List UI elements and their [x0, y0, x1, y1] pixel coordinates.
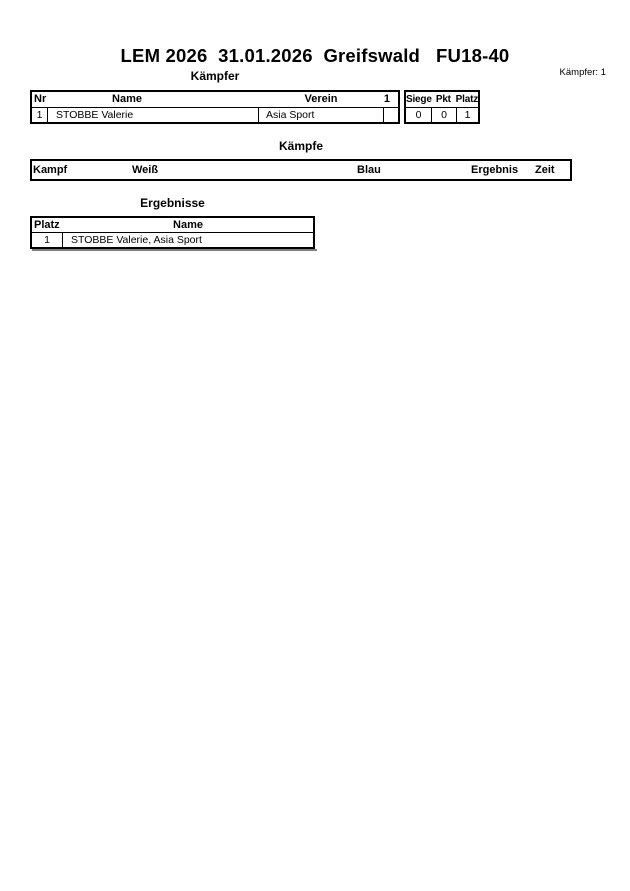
kaempfer-score-table: [404, 90, 480, 124]
cell-pkt: 0: [431, 108, 456, 122]
cell-round: [383, 108, 398, 122]
table-row: [32, 108, 398, 122]
col-header-name: Name: [112, 93, 142, 105]
table-row: [406, 108, 478, 122]
score-table-header: [406, 92, 478, 108]
col-header-round: 1: [383, 93, 390, 105]
table-row: [32, 233, 313, 247]
cell-nr: 1: [36, 109, 43, 121]
col-header-zeit: Zeit: [535, 164, 555, 176]
cell-name: STOBBE Valerie: [47, 108, 258, 122]
kaempfe-table: [30, 159, 572, 181]
cell-platz: 1: [44, 234, 50, 246]
kaempfer-table: [30, 90, 400, 124]
col-header-siege: Siege: [406, 94, 432, 105]
ergebnisse-table-header: [32, 218, 313, 233]
section-heading-ergebnisse: Ergebnisse: [140, 196, 205, 210]
cell-name: STOBBE Valerie, Asia Sport: [62, 233, 313, 247]
section-heading-kaempfe: Kämpfe: [278, 139, 323, 153]
col-header-nr: Nr: [34, 93, 47, 105]
col-header-name: Name: [173, 219, 203, 231]
cell-siege: 0: [415, 109, 422, 121]
kaempfer-table-header: [32, 92, 398, 108]
cell-verein: Asia Sport: [258, 108, 383, 122]
section-heading-kaempfer: Kämpfer: [190, 69, 240, 83]
col-header-platz: Platz: [34, 219, 60, 231]
table-shadow: [32, 249, 317, 251]
col-header-ergebnis: Ergebnis: [471, 164, 519, 176]
col-header-kampf: Kampf: [33, 164, 68, 176]
col-header-verein: Verein: [304, 93, 338, 105]
kaempfe-table-header: [32, 161, 570, 179]
col-header-pkt: Pkt: [435, 94, 451, 105]
col-header-weiss: Weiß: [132, 164, 159, 176]
cell-platz: 1: [456, 108, 478, 122]
ergebnisse-table: [30, 216, 315, 249]
col-header-platz: Platz: [455, 94, 478, 105]
col-header-blau: Blau: [357, 164, 381, 176]
page-title: LEM 2026 31.01.2026 Greifswald FU18-40: [120, 45, 510, 66]
fighter-count-label: Kämpfer: 1: [559, 67, 606, 78]
